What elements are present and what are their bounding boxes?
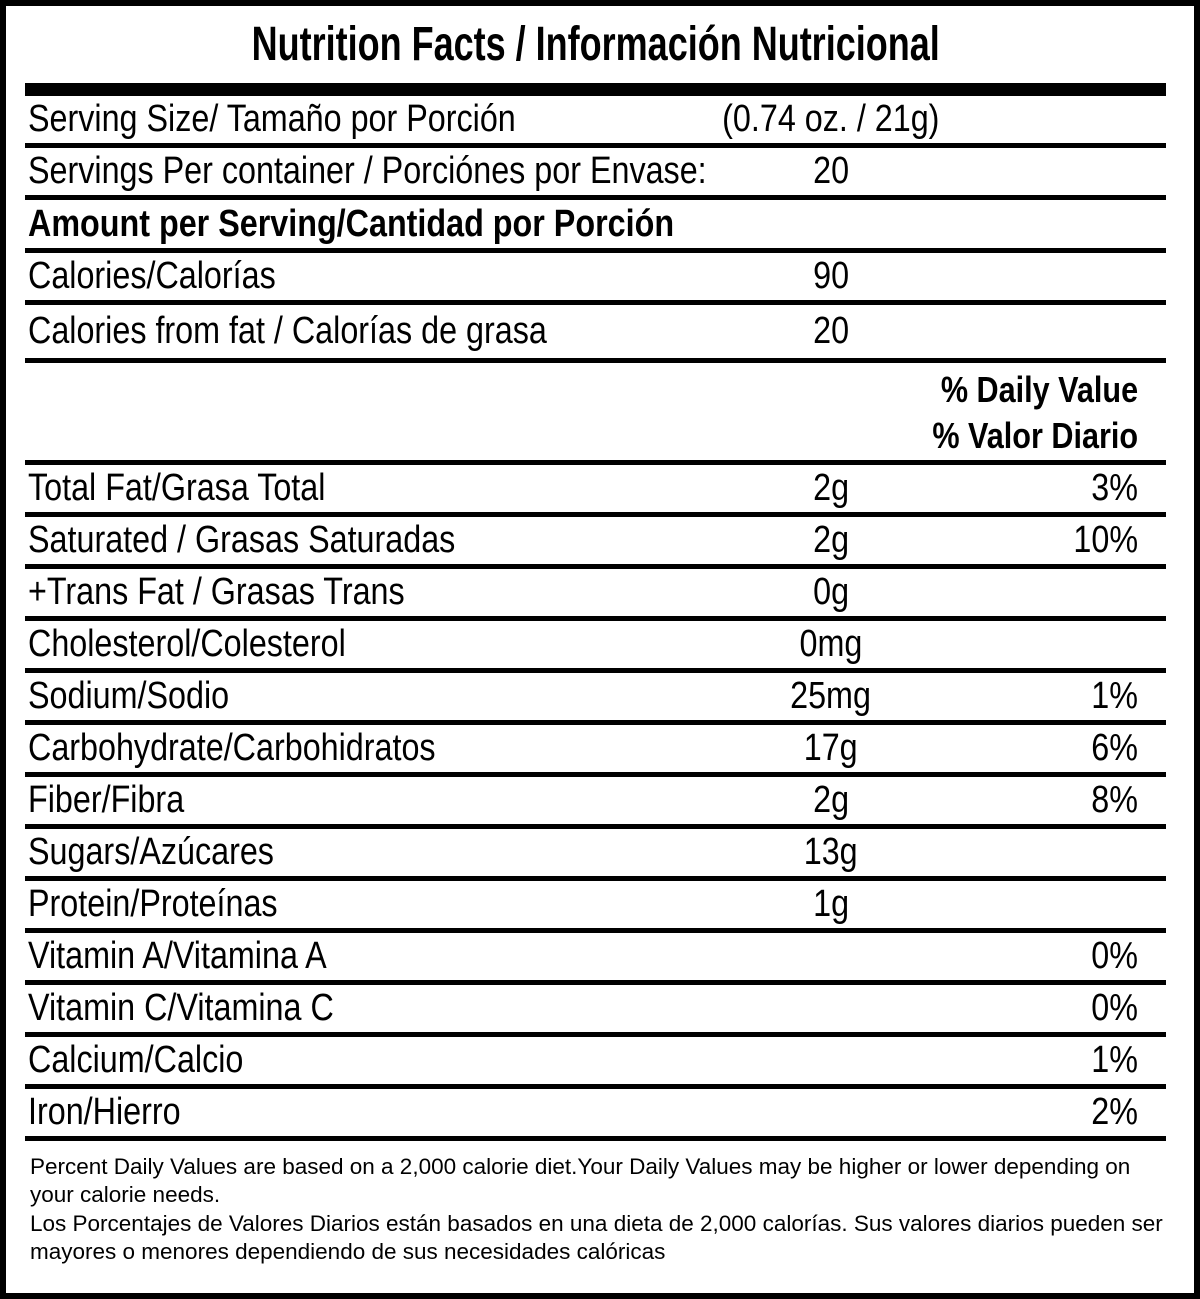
- nutrient-row: [25, 985, 1166, 1037]
- nutrient-dv: 0%: [1091, 935, 1138, 977]
- daily-value-heading-block: [25, 363, 1166, 465]
- nutrient-dv: [981, 623, 1166, 666]
- servings-per-container-label: Servings Per container / Porciónes por Envase:: [28, 150, 707, 192]
- nutrient-dv: 10%: [1073, 519, 1138, 561]
- nutrient-dv: 3%: [1091, 467, 1138, 509]
- nutrient-dv: [981, 571, 1166, 614]
- nutrient-amount: 25mg: [790, 675, 872, 717]
- nutrient-row: [25, 569, 1166, 621]
- calories-from-fat-value: 20: [813, 310, 849, 352]
- nutrient-amount: [681, 987, 981, 1030]
- nutrient-amount: 0g: [813, 571, 849, 613]
- nutrient-label: +Trans Fat / Grasas Trans: [28, 571, 405, 613]
- amount-per-serving-heading: Amount per Serving/Cantidad por Porción: [28, 202, 675, 245]
- nutrient-label: Sodium/Sodio: [28, 675, 230, 717]
- serving-size-value: (0.74 oz. / 21g): [722, 98, 940, 140]
- label-title: Nutrition Facts / Información Nutricional: [251, 18, 940, 71]
- nutrient-amount: [681, 1039, 981, 1082]
- nutrient-dv: 2%: [1091, 1091, 1138, 1133]
- nutrient-rows: [25, 465, 1166, 1141]
- nutrient-label: Total Fat/Grasa Total: [28, 467, 326, 509]
- nutrient-amount: [681, 1091, 981, 1134]
- nutrient-label: Iron/Hierro: [28, 1091, 181, 1133]
- nutrient-row: [25, 1089, 1166, 1141]
- calories-value: 90: [813, 255, 849, 297]
- nutrient-amount: 13g: [804, 831, 858, 873]
- nutrient-dv: 1%: [1091, 1039, 1138, 1081]
- nutrient-label: Carbohydrate/Carbohidratos: [28, 727, 436, 769]
- nutrient-amount: 1g: [813, 883, 849, 925]
- nutrient-dv: [981, 883, 1166, 926]
- nutrient-row: [25, 673, 1166, 725]
- footnote-es: Los Porcentajes de Valores Diarios están basados en una dieta de 2,000 calorías. Sus valores diarios pueden ser mayores o menores dependiendo de sus necesidades calóricas: [30, 1210, 1163, 1265]
- nutrient-amount: 17g: [804, 727, 858, 769]
- nutrient-amount: 2g: [813, 467, 849, 509]
- label-title-row: [25, 6, 1166, 83]
- nutrient-dv: 0%: [1091, 987, 1138, 1029]
- thick-divider: [25, 83, 1166, 96]
- nutrient-label: Vitamin A/Vitamina A: [28, 935, 327, 977]
- nutrient-amount: 2g: [813, 519, 849, 561]
- daily-value-heading-en: % Daily Value: [940, 369, 1138, 410]
- nutrient-row: [25, 829, 1166, 881]
- nutrient-dv: 1%: [1091, 675, 1138, 717]
- amount-per-serving-heading-row: [25, 200, 1166, 253]
- serving-size-row: [25, 96, 1166, 148]
- nutrient-label: Protein/Proteínas: [28, 883, 278, 925]
- nutrient-label: Sugars/Azúcares: [28, 831, 274, 873]
- nutrient-label: Vitamin C/Vitamina C: [28, 987, 334, 1029]
- nutrient-row: [25, 1037, 1166, 1089]
- calories-from-fat-label: Calories from fat / Calorías de grasa: [28, 310, 547, 352]
- footnote: [30, 1153, 1174, 1266]
- nutrient-label: Calcium/Calcio: [28, 1039, 244, 1081]
- nutrient-label: Cholesterol/Colesterol: [28, 623, 346, 665]
- nutrient-row: [25, 725, 1166, 777]
- nutrient-row: [25, 465, 1166, 517]
- nutrient-row: [25, 933, 1166, 985]
- calories-row: [25, 253, 1166, 305]
- nutrient-label: Saturated / Grasas Saturadas: [28, 519, 456, 561]
- nutrient-row: [25, 517, 1166, 569]
- servings-per-container-value: 20: [813, 150, 849, 192]
- serving-size-label: Serving Size/ Tamaño por Porción: [28, 98, 516, 140]
- nutrient-dv: 6%: [1091, 727, 1138, 769]
- footnote-en: Percent Daily Values are based on a 2,000 calorie diet.Your Daily Values may be higher or lower depending on your calorie needs.: [30, 1154, 1131, 1208]
- nutrient-dv: 8%: [1091, 779, 1138, 821]
- daily-value-heading-es: % Valor Diario: [932, 415, 1138, 456]
- calories-label: Calories/Calorías: [28, 255, 276, 297]
- nutrient-row: [25, 777, 1166, 829]
- nutrient-amount: 2g: [813, 779, 849, 821]
- calories-from-fat-row: [25, 305, 1166, 363]
- nutrient-amount: [681, 935, 981, 978]
- nutrient-amount: 0mg: [799, 623, 863, 665]
- nutrient-row: [25, 881, 1166, 933]
- nutrient-dv: [981, 831, 1166, 874]
- servings-per-container-row: [25, 148, 1166, 200]
- nutrient-label: Fiber/Fibra: [28, 779, 185, 821]
- nutrient-row: [25, 621, 1166, 673]
